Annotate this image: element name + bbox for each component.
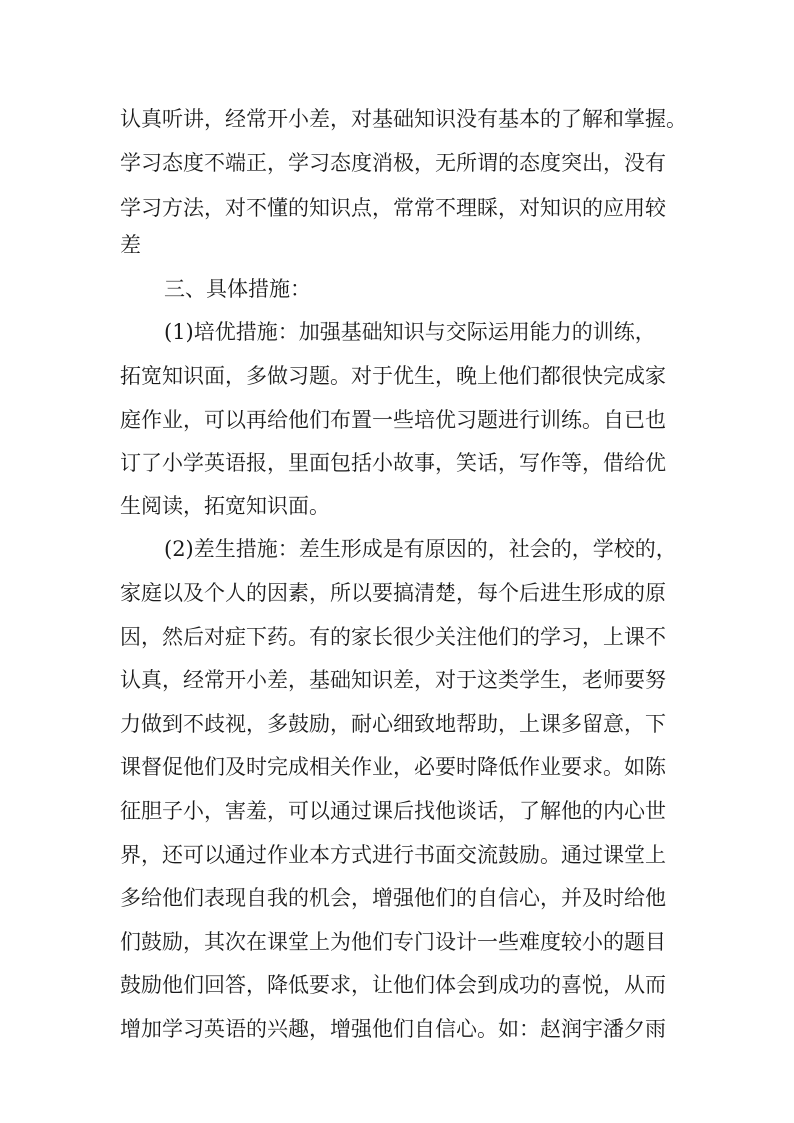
text-line: 家庭以及个人的因素，所以要搞清楚，每个后进生形成的原 — [120, 581, 666, 605]
text-line: 因，然后对症下药。有的家长很少关注他们的学习，上课不 — [120, 625, 666, 649]
text-line: 征胆子小，害羞，可以通过课后找他谈话，了解他的内心世 — [120, 799, 666, 823]
text-line: 生阅读，拓宽知识面。 — [120, 494, 330, 518]
text-line: 学习态度不端正，学习态度消极，无所谓的态度突出，没有 — [120, 151, 666, 175]
text-line: 鼓励他们回答，降低要求，让他们体会到成功的喜悦，从而 — [120, 973, 666, 997]
text-line: 认真，经常开小差，基础知识差，对于这类学生，老师要努 — [120, 668, 666, 692]
section-heading: 三、具体措施： — [164, 277, 311, 301]
text-line: 差 — [120, 233, 141, 257]
text-line: 认真听讲，经常开小差，对基础知识没有基本的了解和掌握。 — [120, 107, 687, 131]
text-line: 们鼓励，其次在课堂上为他们专门设计一些难度较小的题目 — [120, 930, 666, 954]
text-line: 拓宽知识面，多做习题。对于优生，晚上他们都很快完成家 — [120, 364, 666, 388]
text-line: 界，还可以通过作业本方式进行书面交流鼓励。通过课堂上 — [120, 843, 666, 867]
text-line: 多给他们表现自我的机会，增强他们的自信心，并及时给他 — [120, 886, 666, 910]
text-line: (1)培优措施：加强基础知识与交际运用能力的训练， — [164, 320, 656, 344]
text-line: 力做到不歧视，多鼓励，耐心细致地帮助，上课多留意，下 — [120, 712, 666, 736]
text-line: 课督促他们及时完成相关作业，必要时降低作业要求。如陈 — [120, 755, 666, 779]
text-line: 学习方法，对不懂的知识点，常常不理睬，对知识的应用较 — [120, 196, 666, 220]
text-line: 增加学习英语的兴趣，增强他们自信心。如：赵润宇潘夕雨 — [120, 1017, 666, 1041]
text-line: 订了小学英语报，里面包括小故事，笑话，写作等，借给优 — [120, 451, 666, 475]
text-line: (2)差生措施：差生形成是有原因的，社会的，学校的， — [164, 537, 677, 561]
text-line: 庭作业，可以再给他们布置一些培优习题进行训练。自已也 — [120, 408, 666, 432]
